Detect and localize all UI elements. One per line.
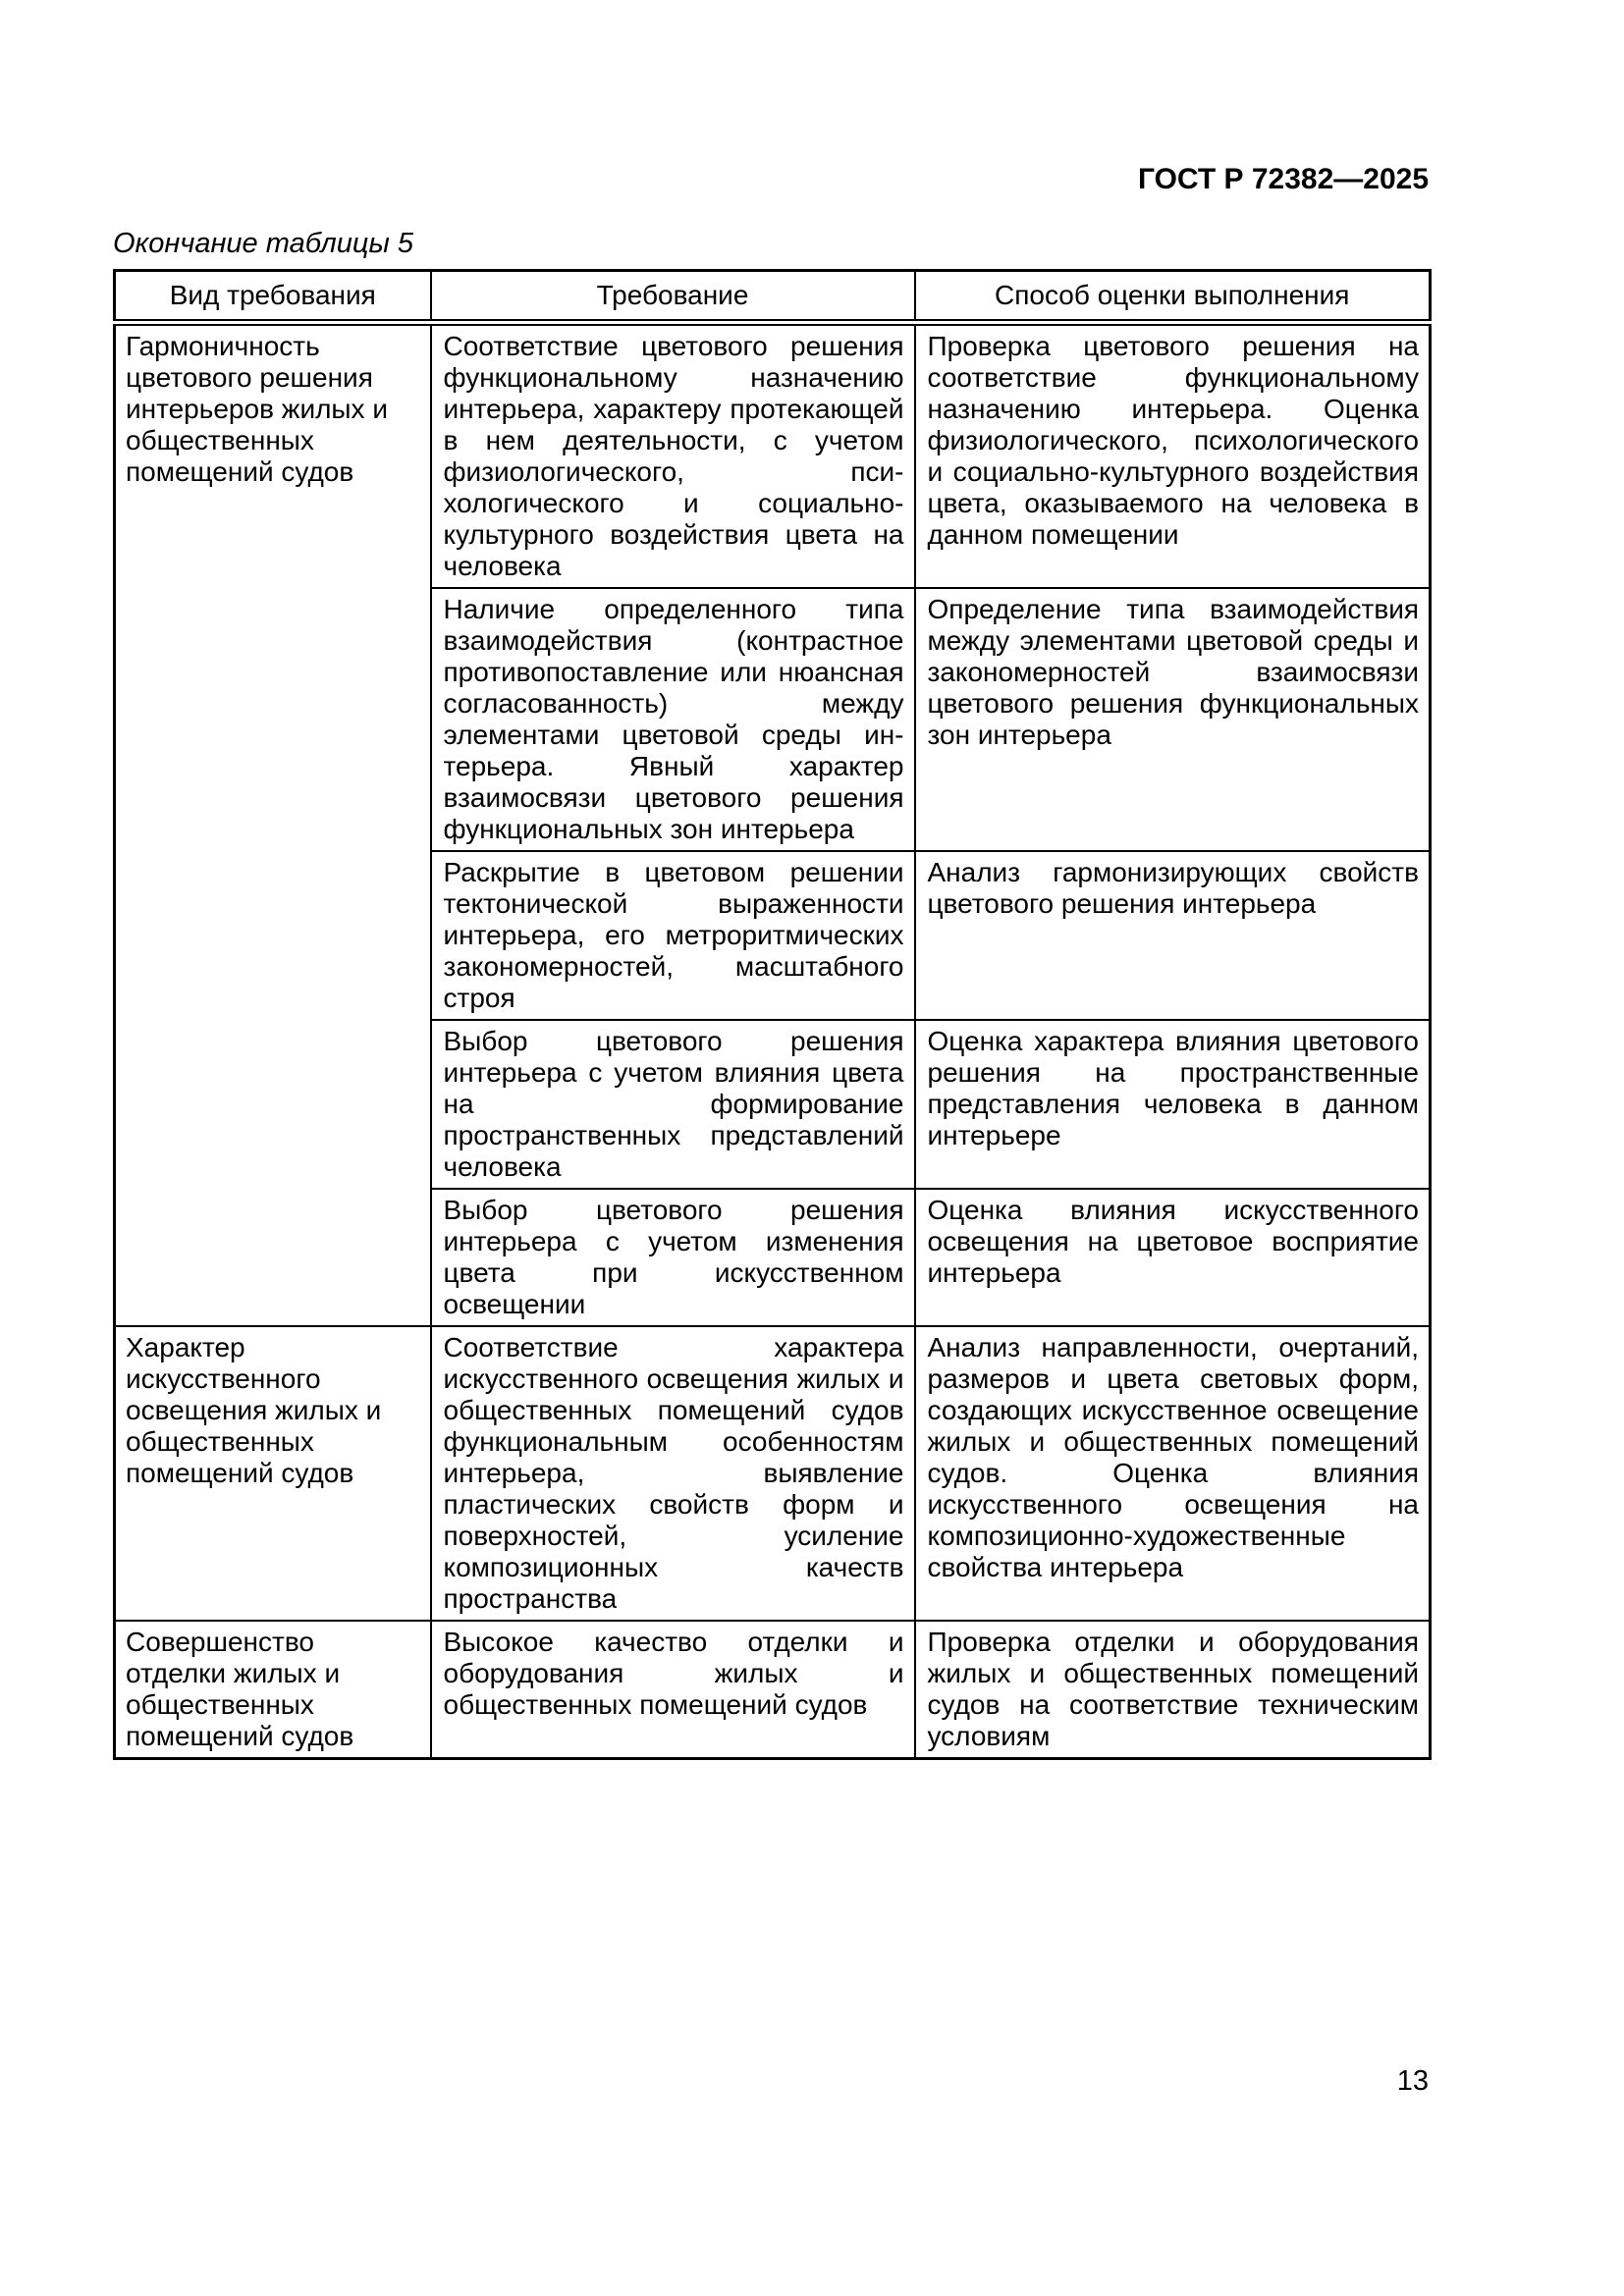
evaluation-cell: Определение типа взаимодействия между элементами цветовой среды и закономерностей взаимосвязи цветового решения функциональных зон интерьера: [915, 588, 1431, 851]
table-row: [115, 323, 1431, 589]
evaluation-cell: Проверка цветового решения на соответствие функциональному назначению интерьера. Оценка физиологического, психологического и социально-культурного воздействия цвета, оказываемого на человека в данном помещении: [915, 323, 1431, 589]
requirement-cell: Соответствие цветового решения функциональному назначению интерьера, характеру протекающей в нем деятельности, с учетом физиологического, психологического и социально-культурного воздействия цвета на человека: [431, 323, 915, 589]
kind-cell: Гармоничность цветового решения интерьеров жилых и общественных помещений судов: [115, 323, 431, 1327]
evaluation-cell: Анализ направленности, очертаний, размеров и цвета световых форм, создающих искусственное освещение жилых и общественных помещений судов. Оценка влияния искусственного освещения на композиционно-художественные свойства интерьера: [915, 1326, 1431, 1621]
evaluation-cell: Анализ гармонизирующих свойств цветового решения интерьера: [915, 851, 1431, 1020]
requirement-cell: Выбор цветового решения интерьера с учетом влияния цвета на формирование пространственных представлений человека: [431, 1020, 915, 1189]
requirement-cell: Раскрытие в цветовом решении тектонической выраженности интерьера, его метроритмических закономерностей, масштабного строя: [431, 851, 915, 1020]
evaluation-cell: Оценка характера влияния цветового решения на пространственные представления человека в данном интерьере: [915, 1020, 1431, 1189]
table-header-row: [115, 271, 1431, 323]
requirement-cell: Соответствие характера искусственного освещения жилых и общественных помещений судов функциональным особенностям интерьера, выявление пластических свойств форм и поверхностей, усиление композиционных качеств пространства: [431, 1326, 915, 1621]
page-number: 13: [1396, 2065, 1429, 2097]
requirements-table: [113, 269, 1432, 1760]
table-caption: Окончание таблицы 5: [113, 228, 413, 259]
kind-cell: Характер искусственного освещения жилых и общественных помещений судов: [115, 1326, 431, 1621]
table-row: [115, 1326, 1431, 1621]
doc-code: ГОСТ Р 72382—2025: [1137, 163, 1429, 195]
col-header-requirement: Требование: [431, 271, 915, 323]
requirement-cell: Наличие определенного типа взаимодействия (контрастное противопоставление или нюансная согласованность) между элементами цветовой среды интерьера. Явный характер взаимосвязи цветового решения функциональных зон интерьера: [431, 588, 915, 851]
col-header-evaluation: Способ оценки выполнения: [915, 271, 1431, 323]
col-header-kind: Вид требования: [115, 271, 431, 323]
evaluation-cell: Оценка влияния искусственного освещения на цветовое восприятие интерьера: [915, 1189, 1431, 1326]
kind-cell: Совершенство отделки жилых и общественных помещений судов: [115, 1621, 431, 1759]
requirement-cell: Высокое качество отделки и оборудования жилых и общественных помещений судов: [431, 1621, 915, 1759]
table-row: [115, 1621, 1431, 1759]
evaluation-cell: Проверка отделки и оборудования жилых и общественных помещений судов на соответствие техническим условиям: [915, 1621, 1431, 1759]
requirement-cell: Выбор цветового решения интерьера с учетом изменения цвета при искусственном освещении: [431, 1189, 915, 1326]
